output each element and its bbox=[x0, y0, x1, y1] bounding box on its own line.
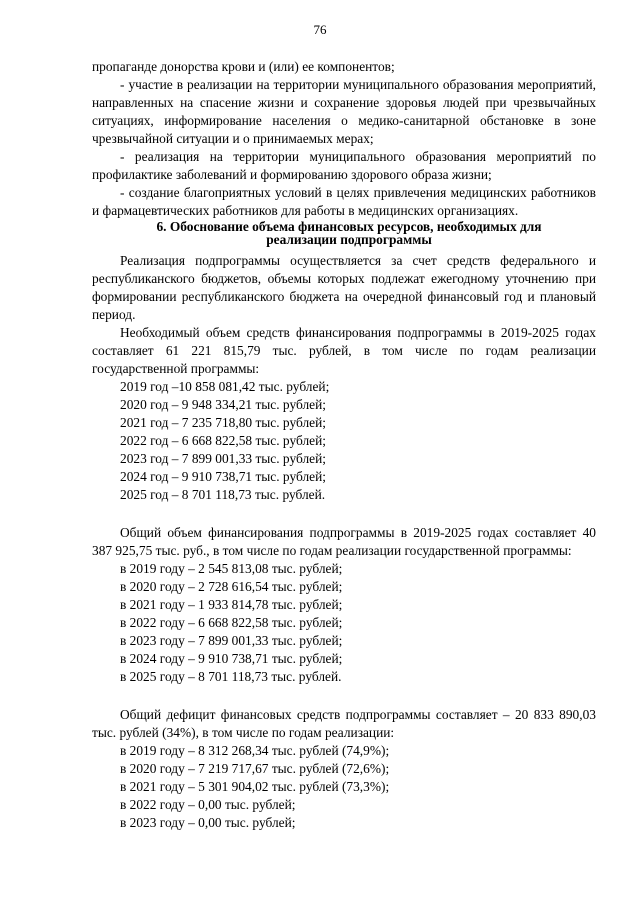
bullet-item: - создание благоприятных условий в целях привлечения медицинских работников и фармацевтических работников для работы в медицинских организациях. bbox=[92, 185, 596, 218]
bullet-item: - участие в реализации на территории муниципального образования мероприятий, направленных на спасение жизни и сохранение здоровья людей при чрезвычайных ситуациях, информирование населения о медико-санитарной обстановке в зоне чрезвычайной ситуации и о принимаемых мерах; bbox=[92, 77, 596, 146]
list-item: в 2022 году – 6 668 822,58 тыс. рублей; bbox=[120, 615, 343, 630]
paragraph: Необходимый объем средств финансирования подпрограммы в 2019-2025 годах составляет 61 221 815,79 тыс. рублей, в том числе по годам реализации государственной программы: bbox=[92, 325, 596, 376]
list-item: 2021 год – 7 235 718,80 тыс. рублей; bbox=[120, 415, 326, 430]
list-item: 2022 год – 6 668 822,58 тыс. рублей; bbox=[120, 433, 326, 448]
section-heading-line1: 6. Обоснование объема финансовых ресурсов, необходимых для bbox=[156, 219, 542, 234]
list-item: в 2023 году – 0,00 тыс. рублей; bbox=[120, 815, 296, 830]
list-item: в 2021 году – 1 933 814,78 тыс. рублей; bbox=[120, 597, 343, 612]
list-item: в 2022 году – 0,00 тыс. рублей; bbox=[120, 797, 296, 812]
page-number: 76 bbox=[313, 22, 327, 37]
paragraph: Реализация подпрограммы осуществляется за счет средств федерального и республиканского бюджетов, объемы которых подлежат ежегодному уточнению при формировании республиканского бюджета на очередной финансовый год и плановый период. bbox=[92, 253, 596, 322]
section-heading-line2: реализации подпрограммы bbox=[266, 232, 432, 247]
document-body bbox=[92, 58, 596, 832]
list-item: 2023 год – 7 899 001,33 тыс. рублей; bbox=[120, 451, 326, 466]
section-heading bbox=[92, 220, 596, 246]
bullet-item: - реализация на территории муниципального образования мероприятий по профилактике заболеваний и формированию здорового образа жизни; bbox=[92, 149, 596, 182]
funding-by-year-list bbox=[92, 560, 596, 686]
intro-line: пропаганде донорства крови и (или) ее компонентов; bbox=[92, 59, 395, 74]
list-item: 2020 год – 9 948 334,21 тыс. рублей; bbox=[120, 397, 326, 412]
list-item: 2025 год – 8 701 118,73 тыс. рублей. bbox=[120, 487, 326, 502]
list-item: в 2021 году – 5 301 904,02 тыс. рублей (73,3%); bbox=[120, 779, 390, 794]
list-item: в 2025 году – 8 701 118,73 тыс. рублей. bbox=[120, 669, 342, 684]
list-item: в 2023 году – 7 899 001,33 тыс. рублей; bbox=[120, 633, 343, 648]
deficit-by-year-list bbox=[92, 742, 596, 832]
paragraph: Общий объем финансирования подпрограммы в 2019-2025 годах составляет 40 387 925,75 тыс. руб., в том числе по годам реализации государственной программы: bbox=[92, 525, 596, 558]
list-item: в 2020 году – 2 728 616,54 тыс. рублей; bbox=[120, 579, 343, 594]
list-item: в 2024 году – 9 910 738,71 тыс. рублей; bbox=[120, 651, 343, 666]
list-item: в 2019 году – 8 312 268,34 тыс. рублей (74,9%); bbox=[120, 743, 390, 758]
paragraph: Общий дефицит финансовых средств подпрограммы составляет – 20 833 890,03 тыс. рублей (34%), в том числе по годам реализации: bbox=[92, 707, 596, 740]
list-item: в 2020 году – 7 219 717,67 тыс. рублей (72,6%); bbox=[120, 761, 390, 776]
needed-by-year-list bbox=[92, 378, 596, 504]
list-item: 2019 год –10 858 081,42 тыс. рублей; bbox=[120, 379, 330, 394]
list-item: в 2019 году – 2 545 813,08 тыс. рублей; bbox=[120, 561, 343, 576]
list-item: 2024 год – 9 910 738,71 тыс. рублей; bbox=[120, 469, 326, 484]
